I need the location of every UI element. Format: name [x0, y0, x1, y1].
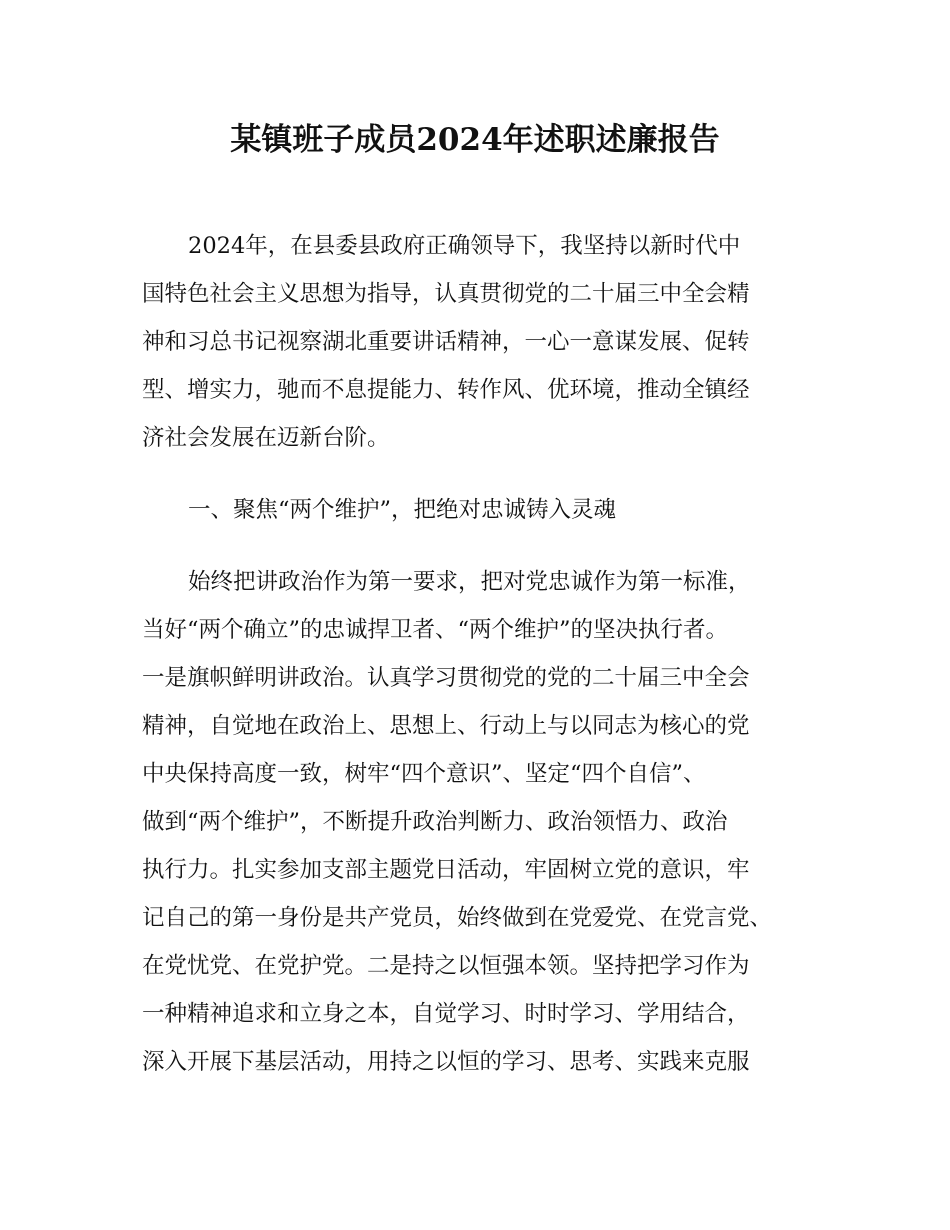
paragraph-line: 国特色社会主义思想为指导，认真贯彻党的二十届三中全会精 — [142, 281, 750, 307]
paragraph-line: 做到“两个维护”，不断提升政治判断力、政治领悟力、政治 — [142, 809, 728, 835]
paragraph-line: 一是旗帜鲜明讲政治。认真学习贯彻党的党的二十届三中全会 — [142, 665, 750, 691]
paragraph-line: 记自己的第一身份是共产党员，始终做到在党爱党、在党言党、 — [142, 905, 773, 931]
section-heading: 一、聚焦“两个维护”，把绝对忠诚铸入灵魂 — [188, 497, 617, 523]
paragraph-line: 型、增实力，驰而不息提能力、转作风、优环境，推动全镇经 — [142, 377, 750, 403]
paragraph-line: 精神，自觉地在政治上、思想上、行动上与以同志为核心的党 — [142, 713, 750, 739]
paragraph-line: 在党忧党、在党护党。二是持之以恒强本领。坚持把学习作为 — [142, 953, 750, 979]
paragraph-line: 中央保持高度一致，树牢“四个意识”、坚定“四个自信”、 — [142, 761, 706, 787]
paragraph-line: 神和习总书记视察湖北重要讲话精神，一心一意谋发展、促转 — [142, 329, 750, 355]
paragraph-line: 一种精神追求和立身之本，自觉学习、时时学习、学用结合， — [142, 1001, 750, 1027]
paragraph-line: 执行力。扎实参加支部主题党日活动，牢固树立党的意识，牢 — [142, 857, 750, 883]
paragraph-line: 始终把讲政治作为第一要求，把对党忠诚作为第一标准， — [188, 569, 751, 595]
paragraph-line: 2024年，在县委县政府正确领导下，我坚持以新时代中 — [188, 233, 741, 259]
paragraph-line: 当好“两个确立”的忠诚捍卫者、“两个维护”的坚决执行者。 — [142, 617, 729, 643]
paragraph-line: 济社会发展在迈新台阶。 — [142, 425, 390, 451]
document-title: 某镇班子成员2024年述职述廉报告 — [230, 122, 720, 158]
paragraph-line: 深入开展下基层活动，用持之以恒的学习、思考、实践来克服 — [142, 1049, 750, 1075]
